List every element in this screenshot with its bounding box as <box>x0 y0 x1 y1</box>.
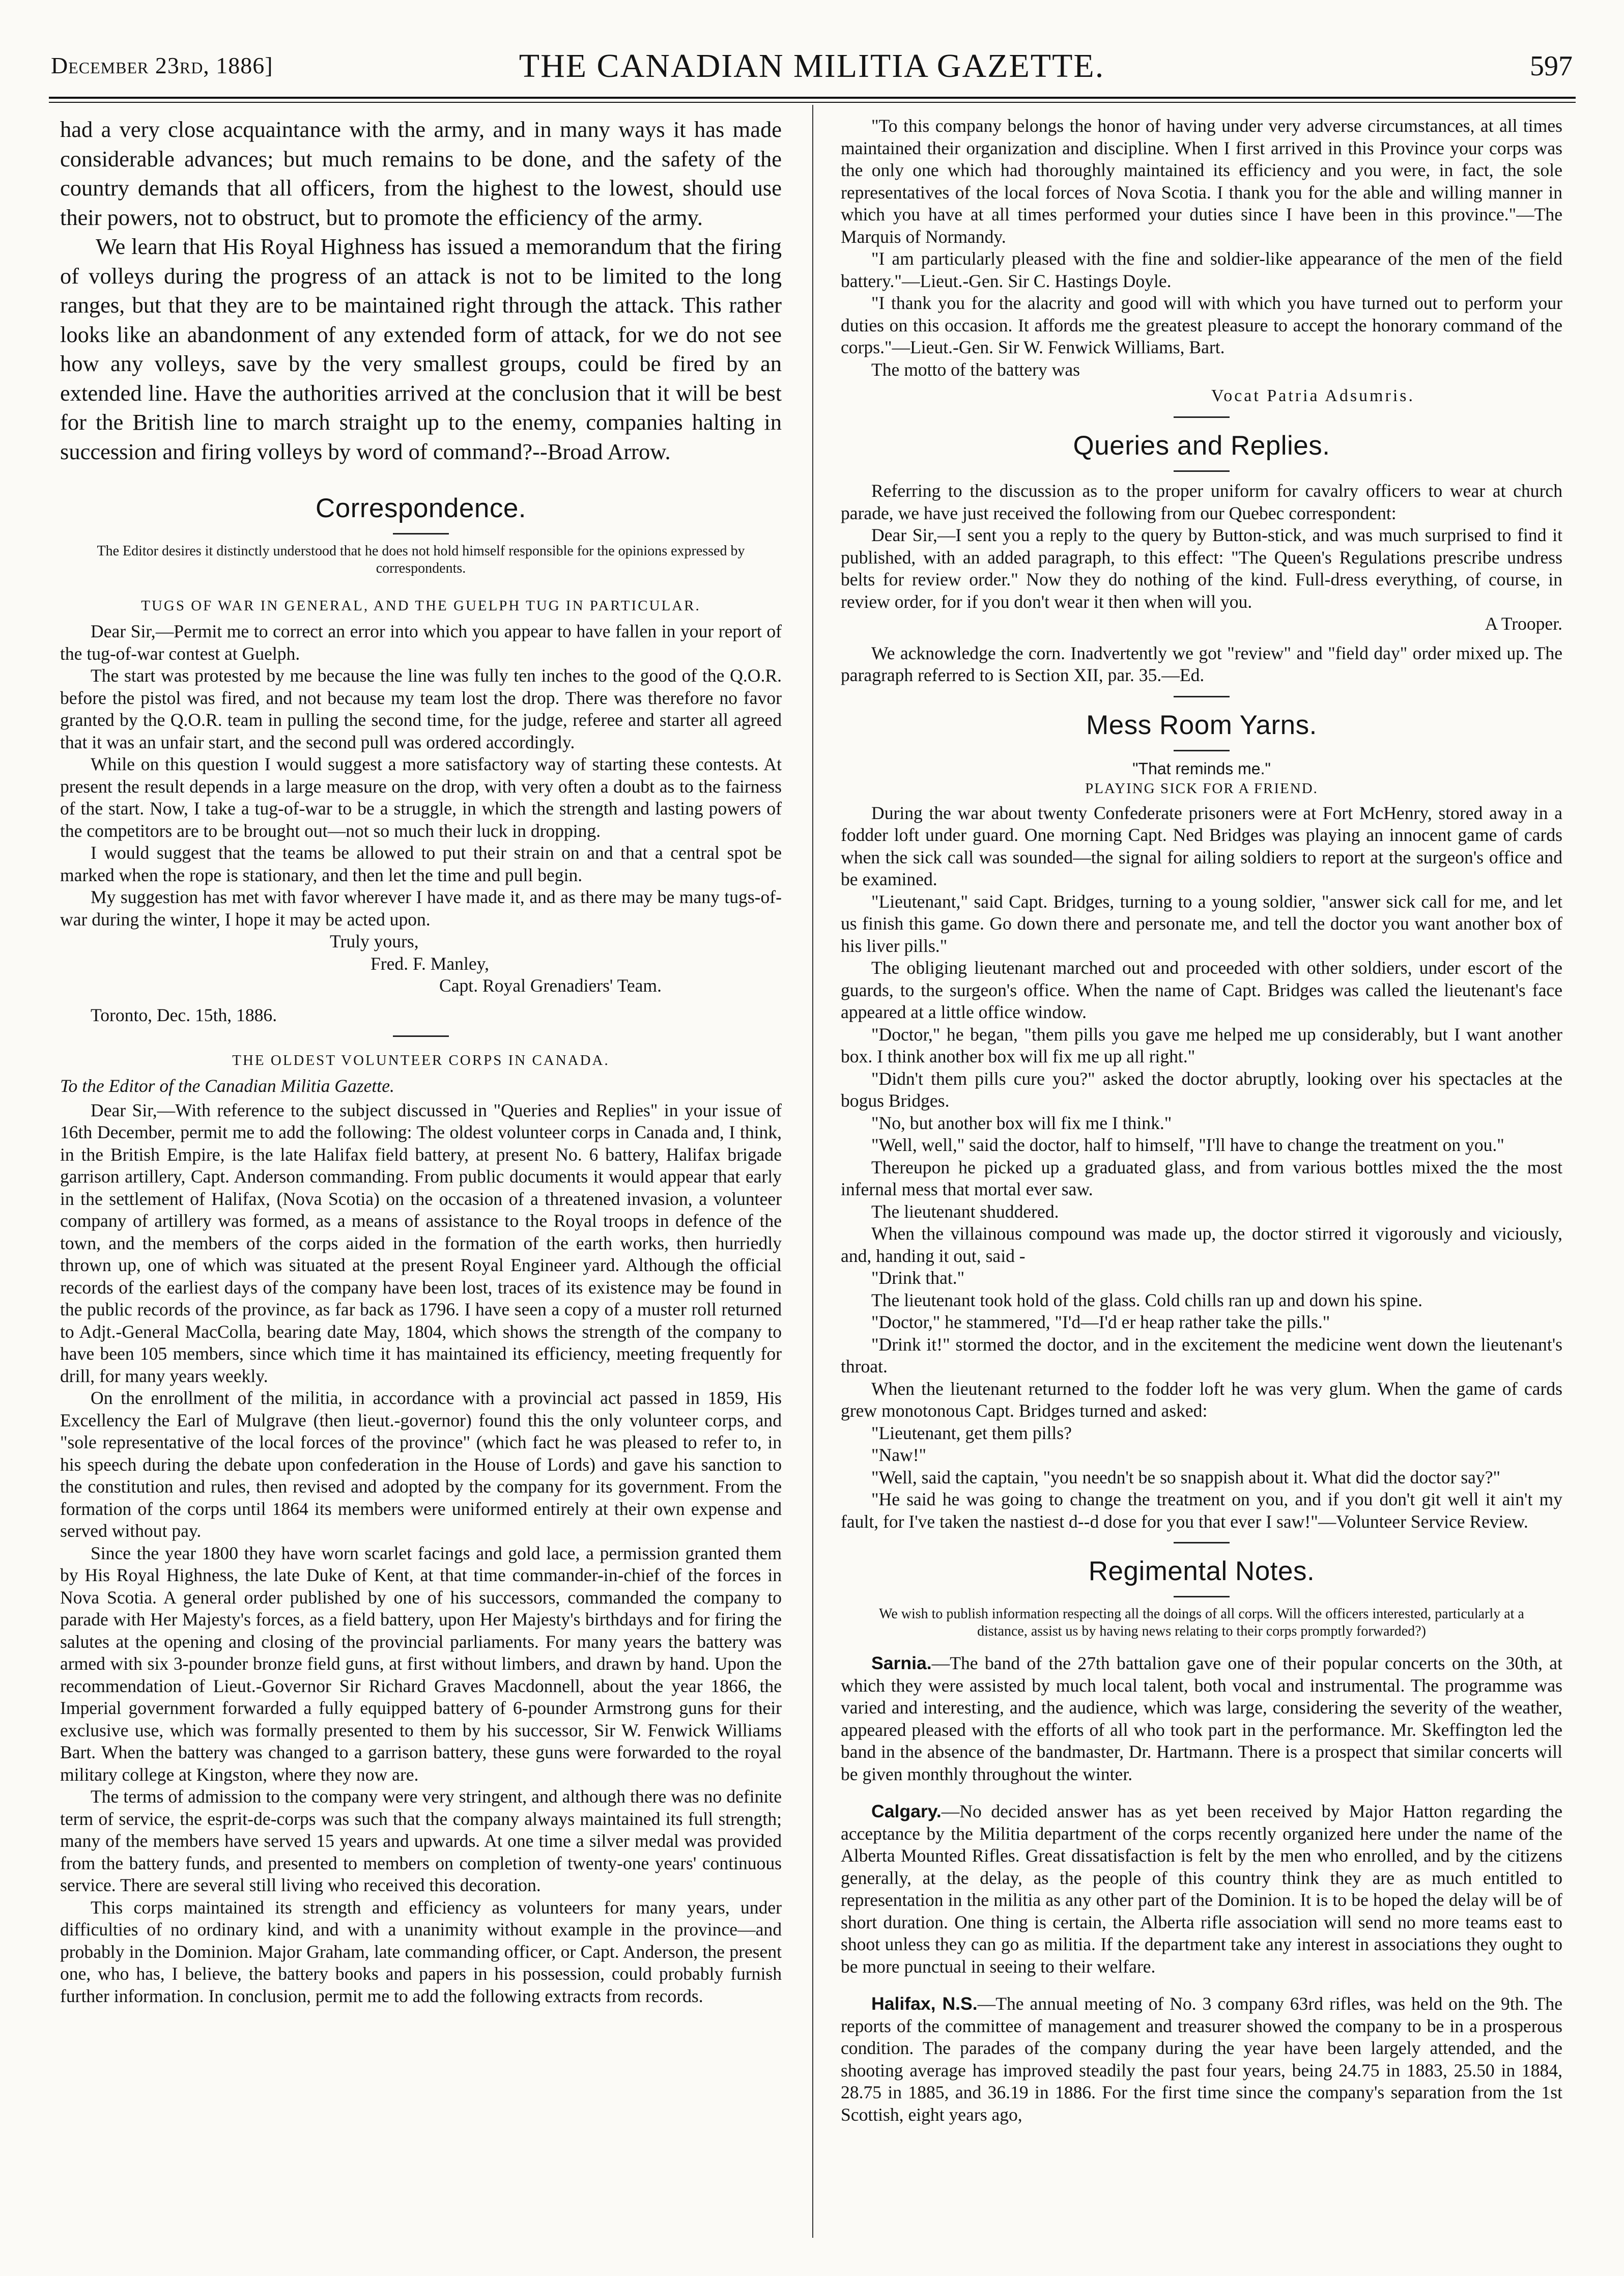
letter-paragraph: This corps maintained its strength and efficiency as volunteers for many years, under difficulties of no ordinary kind, and with a unanimity without example in the province—and probably in the Dominion. Major Graham, late commanding officer, or Capt. Anderson, the present one, who has, I believe, the battery books and papers in his possession, could probably furnish further information. In conclusion, permit me to add the following extracts from records. <box>60 1897 782 2006</box>
right-column <box>841 115 1562 2126</box>
letter-paragraph: While on this question I would suggest a more satisfactory way of starting these contests. At present the result depends in a large measure on the drop, with very often a doubt as to the fairness of the start. Now, I take a tug-of-war to be a struggle, in which the strength and lasting powers of the competitors are to be brought out—not so much their luck in dropping. <box>60 754 782 841</box>
story-paragraph: "Drink that." <box>871 1268 965 1288</box>
story-paragraph: The obliging lieutenant marched out and proceeded with other soldiers, under escort of the guards, to the surgeon's office. When the name of Capt. Bridges was called the lieutenant's face appeared at a little office window. <box>841 958 1562 1022</box>
regimental-request: We wish to publish information respecting all the doings of all corps. Will the officers interested, particularly at a distance, assist us by having news relating to their corps promptly forwarded?) <box>879 1606 1524 1639</box>
queries-paragraph: Dear Sir,—I sent you a reply to the query by Button-stick, and was much surprised to find it published, with an added paragraph, to this effect: "The Queen's Regulations prescribe undress belts for review order." Now they do nothing of the kind. Full-dress everything, of course, in review order, for if you don't wear it then when will you. <box>841 525 1562 612</box>
section-title-correspondence: Correspondence. <box>315 493 527 523</box>
letter-paragraph: I would suggest that the teams be allowed to put their strain on and that a central spot be marked when the rope is stationary, and then let the time and pull begin. <box>60 842 782 885</box>
story-paragraph: When the lieutenant returned to the fodder loft he was very glum. When the game of cards grew monotonous Capt. Bridges turned and asked: <box>841 1378 1562 1421</box>
quote-paragraph: The motto of the battery was <box>871 359 1080 380</box>
intro-paragraph: had a very close acquaintance with the army, and in many ways it has made considerable advances; but much remains to be done, and the safety of the country demands that all officers, from the highest to the lowest, should use their powers, not to obstruct, but to promote the efficiency of the army. <box>60 117 782 230</box>
story-paragraph: "Lieutenant, get them pills? <box>871 1422 1072 1443</box>
regimental-note-calgary <box>841 1801 1562 1978</box>
story-paragraph: The lieutenant shuddered. <box>871 1201 1059 1222</box>
letter-paragraph: Dear Sir,—Permit me to correct an error into which you appear to have fallen in your report of the tug-of-war contest at Guelph. <box>60 621 782 664</box>
story-paragraph: "Doctor," he stammered, "I'd—I'd er heap rather take the pills." <box>871 1312 1330 1332</box>
story-paragraph: "Drink it!" stormed the doctor, and in the excitement the medicine went down the lieutenant's throat. <box>841 1334 1562 1376</box>
mess-subtitle: "That reminds me." <box>1132 759 1271 778</box>
note-text: —No decided answer has as yet been received by Major Hatton regarding the acceptance by the Militia department of the corps recently organized here under the name of the Alberta Mounted Rifles. Great dissatisfaction is felt by the men who enrolled, and by the citizens generally, at the delay, as the people of this country think they are as much entitled to representation in the militia as any other part of the Dominion. It is to be hoped the delay will be of short duration. One thing is certain, the Alberta rifle association will send no more teams east to shoot unless they can go as militia. If the department take any interest in associations they ought to be more punctual in seeing to their welfare. <box>841 1801 1562 1977</box>
battery-motto: Vocat Patria Adsumris. <box>1211 386 1415 405</box>
regimental-note-sarnia <box>841 1652 1562 1785</box>
mess-heading: PLAYING SICK FOR A FRIEND. <box>1085 780 1318 797</box>
story-paragraph: "Doctor," he began, "them pills you gave me helped me up considerably, but I want another box. I think another box will fix me up all right." <box>841 1024 1562 1066</box>
note-place: Sarnia. <box>871 1653 932 1673</box>
spacer <box>841 1978 1562 1993</box>
divider <box>1174 1542 1230 1543</box>
story-paragraph: Thereupon he picked up a graduated glass, and from various bottles mixed the the most infernal mess that mortal ever saw. <box>841 1157 1562 1199</box>
editor-disclaimer: The Editor desires it distinctly understood that he does not hold himself responsible for the opinions expressed by correspondents. <box>97 543 745 576</box>
letter-paragraph: Dear Sir,—With reference to the subject discussed in "Queries and Replies" in your issue of 16th December, permit me to add the following: The oldest volunteer corps in Canada and, I think, in the British Empire, is the late Halifax field battery, at present No. 6 battery, Halifax brigade garrison artillery, Capt. Anderson commanding. From public documents it would appear that early in the settlement of Halifax, (Nova Scotia) on the occasion of a threatened invasion, a volunteer company of artillery was formed, as a means of assistance to the Royal troops in defence of the town, and the members of the corps aided in the formation of the earth works, then hurriedly thrown up, one of which was situated at the present Royal Engineer yard. Although the official records of the earliest days of the company have been lost, traces of its existence may be found in the public records of the province, as far back as 1796. I have seen a copy of a muster roll returned to Adjt.-General MacColla, bearing date May, 1804, which shows the strength of the company to have been 105 members, since which time it has maintained its efficiency, meeting frequently for drill, for many years weekly. <box>60 1100 782 1386</box>
letter-paragraph: The terms of admission to the company were very stringent, and although there was no definite term of service, the esprit-de-corps was such that the company always maintained its full strength; many of the members have served 15 years and upwards. At one time a silver medal was provided from the battery funds, and presented to members on completion of twenty-one years' continuous service. There are several still living who received this decoration. <box>60 1786 782 1895</box>
letter-paragraph: The start was protested by me because the line was fully ten inches to the good of the Q.O.R. before the pistol was fired, and not because my team lost the drop. There was therefore no favor granted by the Q.O.R. team in pulling the second time, for the judge, referee and starter all agreed that it was an unfair start, and the second pull was ordered accordingly. <box>60 665 782 752</box>
note-text: —The annual meeting of No. 3 company 63rd rifles, was held on the 9th. The reports of the committee of management and treasurer showed the company to be in a prosperous condition. The parades of the company during the year have been largely attended, and the shooting average has improved steadily the past four years, being 24.75 in 1883, 25.50 in 1884, 28.75 in 1885, and 36.19 in 1886. For the first time since the company's separation from the 1st Scottish, eight years ago, <box>841 1993 1563 2125</box>
page-header <box>51 47 1573 88</box>
header-rule-thin <box>49 102 1576 103</box>
story-paragraph: "Well, said the captain, "you needn't be so snappish about it. What did the doctor say?" <box>871 1467 1501 1487</box>
editor-reply: We acknowledge the corn. Inadvertently we got "review" and "field day" order mixed up. The paragraph referred to is Section XII, par. 35.—Ed. <box>841 642 1562 685</box>
quote-paragraph: "I thank you for the alacrity and good will with which you have turned out to perform your duties on this occasion. It affords me the greatest pleasure to accept the honorary command of the corps."—Lieut.-Gen. Sir W. Fenwick Williams, Bart. <box>841 293 1562 357</box>
letter-heading: THE OLDEST VOLUNTEER CORPS IN CANADA. <box>232 1052 610 1069</box>
divider <box>1174 416 1230 418</box>
queries-paragraph: Referring to the discussion as to the proper uniform for cavalry officers to wear at church parade, we have just received the following from our Quebec correspondent: <box>841 481 1562 523</box>
letter-closing: Truly yours, <box>330 931 419 951</box>
section-title-regimental: Regimental Notes. <box>1088 1556 1315 1586</box>
letter-paragraph: On the enrollment of the militia, in accordance with a provincial act passed in 1859, His Excellency the Earl of Mulgrave (then lieut.-governor) found this the only volunteer corps, and "sole representative of the local forces of the province" (which fact he was pleased to refer to, in his speech during the debate upon confederation in the House of Lords) and gave his sanction to the constitution and rules, then revised and adopted by the company for its government. From the formation of the corps until 1864 its members were uniformed entirely at their own expense and served without pay. <box>60 1388 782 1541</box>
letter-paragraph: My suggestion has met with favor wherever I have made it, and as there may be many tugs-of-war during the winter, I hope it may be acted upon. <box>60 887 782 930</box>
section-title-queries: Queries and Replies. <box>1073 431 1330 461</box>
divider <box>1174 750 1230 751</box>
story-paragraph: "No, but another box will fix me I think." <box>871 1112 1172 1133</box>
note-place: Halifax, N.S. <box>871 1993 978 2014</box>
letter-signer-title: Capt. Royal Grenadiers' Team. <box>439 975 662 996</box>
regimental-note-halifax <box>841 1993 1562 2126</box>
divider <box>393 1035 449 1037</box>
page-number: 597 <box>1530 50 1573 82</box>
divider <box>393 533 449 535</box>
letter-salutation: To the Editor of the Canadian Militia Gazette. <box>60 1076 394 1096</box>
note-text: —The band of the 27th battalion gave one of their popular concerts on the 30th, at which they were assisted by much local talent, both vocal and instrumental. The programme was varied and interesting, and the audience, which was large, considering the severity of the weather, appeared pleased with the efforts of all who took part in the performance. Mr. Skeffington led the band in the absence of the bandmaster, Dr. Hartmann. There is a prospect that similar concerts will be given monthly throughout the winter. <box>841 1653 1562 1784</box>
story-paragraph: "Didn't them pills cure you?" asked the doctor abruptly, looking over his spectacles at the bogus Bridges. <box>841 1068 1562 1111</box>
header-rule-thick <box>49 97 1576 99</box>
left-column <box>60 115 782 2007</box>
story-paragraph: "Well, well," said the doctor, half to himself, "I'll have to change the treatment on you." <box>871 1135 1504 1155</box>
divider <box>1174 696 1230 697</box>
story-paragraph: "Naw!" <box>871 1445 927 1465</box>
letter-heading: TUGS OF WAR IN GENERAL, AND THE GUELPH TUG IN PARTICULAR. <box>141 598 701 614</box>
story-paragraph: The lieutenant took hold of the glass. Cold chills ran up and down his spine. <box>871 1289 1422 1310</box>
story-paragraph: When the villainous compound was made up, the doctor stirred it vigorously and viciously, and, handing it out, said - <box>841 1223 1562 1266</box>
note-place: Calgary. <box>871 1801 942 1821</box>
letter-place-date: Toronto, Dec. 15th, 1886. <box>91 1004 277 1025</box>
story-paragraph: "Lieutenant," said Capt. Bridges, turning to a young soldier, "answer sick call for me, and let us finish this game. Go down there and personate me, and tell the doctor you want another box of his liver pills." <box>841 891 1562 956</box>
quote-paragraph: "To this company belongs the honor of having under very adverse circumstances, at all times maintained their organization and discipline. When I first arrived in this Province your corps was the only one which had thoroughly maintained its efficiency and you were, in fact, the sole representatives of the local forces of Nova Scotia. I thank you for the able and willing manner in which you have at all times performed your duties since I have been in this province."—The Marquis of Normandy. <box>841 116 1562 247</box>
intro-paragraph: We learn that His Royal Highness has issued a memorandum that the firing of volleys during the progress of an attack is not to be limited to the long ranges, but that they are to be maintained right through the attack. This rather looks like an abandonment of any extended form of attack, for we do not see how any volleys, save by the very smallest groups, could be fired by an extended line. Have the authorities arrived at the conclusion that it will be best for the British line to march straight up to the enemy, companies halting in succession and firing volleys by word of command?--Broad Arrow. <box>60 234 782 464</box>
letter-signer: Fred. F. Manley, <box>371 953 489 974</box>
story-paragraph: During the war about twenty Confederate prisoners were at Fort McHenry, stored away in a fodder loft under guard. One morning Capt. Ned Bridges was playing an innocent game of cards when the sick call was sounded—the signal for ailing soldiers to report at the surgeon's office and be examined. <box>841 802 1562 889</box>
divider <box>1174 1596 1230 1597</box>
issue-date: December 23rd, 1886] <box>51 52 273 78</box>
spacer <box>841 1785 1562 1801</box>
divider <box>1174 470 1230 472</box>
column-divider <box>812 105 813 2238</box>
queries-signature: A Trooper. <box>1485 613 1562 634</box>
letter-paragraph: Since the year 1800 they have worn scarlet facings and gold lace, a permission granted them by His Royal Highness, the late Duke of Kent, at that time commander-in-chief of the forces in Nova Scotia. A general order published by one of his successors, commanded the company to parade with Her Majesty's forces, as a field battery, upon Her Majesty's birthdays and for firing the salutes at the opening and closing of the provincial parliaments. For many years the battery was armed with six 3-pounder bronze field guns, at first without limbers, and drawn by hand. Upon the recommendation of Lieut.-Governor Sir Richard Graves Macdonnell, about the year 1866, the Imperial government forwarded a fully equipped battery of 6-pounder Armstrong guns for their exclusive use, which was formally presented to them by his successor, Sir W. Fenwick Williams Bart. When the battery was changed to a garrison battery, these guns were forwarded to the royal military college at Kingston, where they now are. <box>60 1542 782 1785</box>
section-title-mess-room: Mess Room Yarns. <box>1086 710 1317 740</box>
quote-paragraph: "I am particularly pleased with the fine and soldier-like appearance of the men of the field battery."—Lieut.-Gen. Sir C. Hastings Doyle. <box>841 248 1562 291</box>
publication-title: THE CANADIAN MILITIA GAZETTE. <box>519 47 1105 85</box>
story-paragraph: "He said he was going to change the treatment on you, and if you don't git well it ain't my fault, for I've taken the nastiest d--d dose for you that ever I saw!"—Volunteer Service Review. <box>841 1489 1562 1532</box>
